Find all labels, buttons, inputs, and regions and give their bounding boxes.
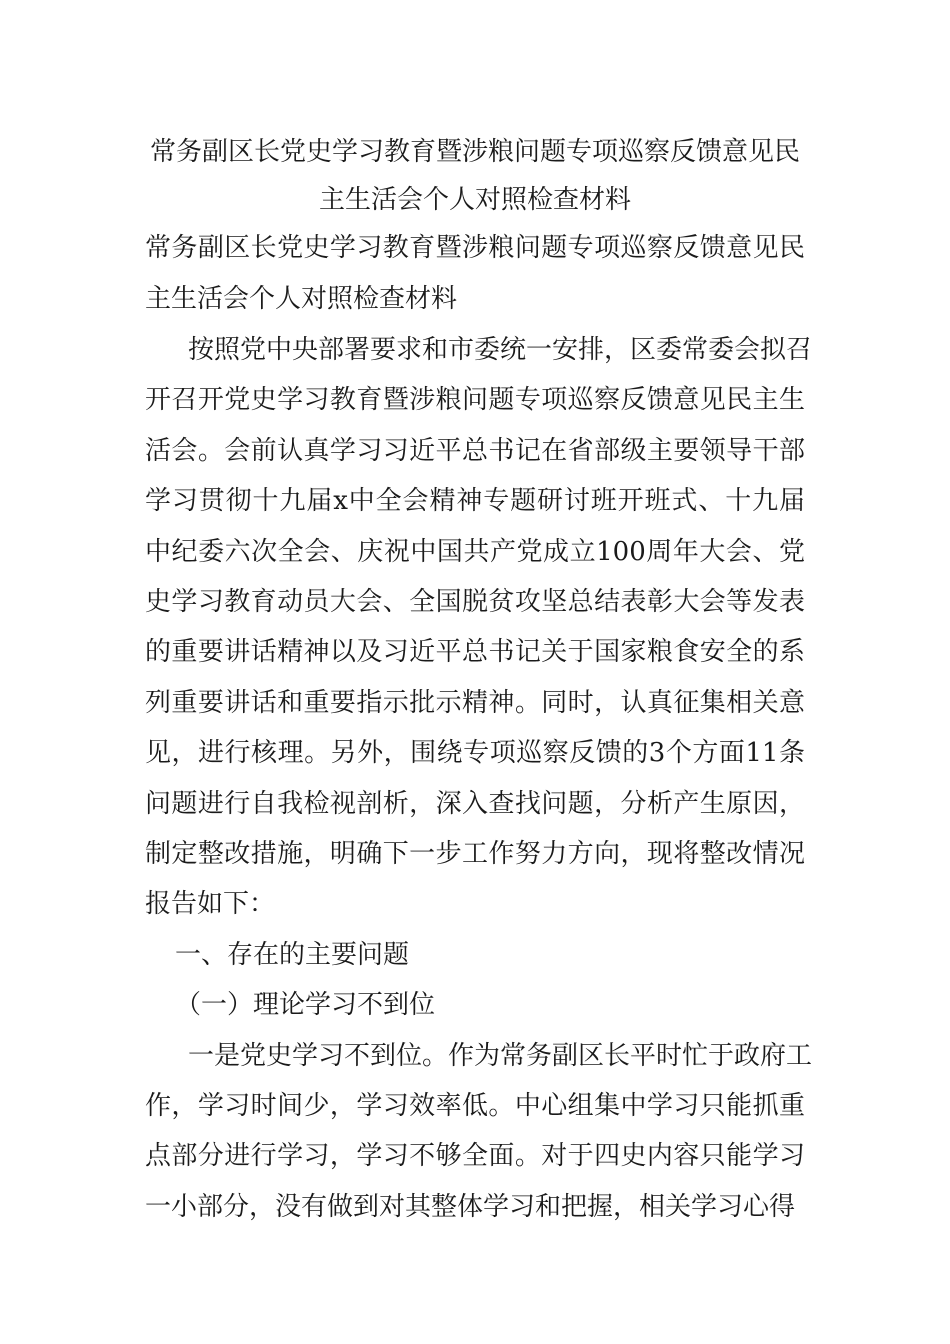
text-line: 史学习教育动员大会、全国脱贫攻坚总结表彰大会等发表 xyxy=(145,587,805,617)
text-line: 一小部分，没有做到对其整体学习和把握，相关学习心得 xyxy=(145,1191,796,1222)
text-line: （一）理论学习不到位 xyxy=(175,990,436,1021)
text-line: 学习贯彻十九届x中全会精神专题研讨班开班式、十九届 xyxy=(145,486,805,517)
text-line: 列重要讲话和重要指示批示精神。同时，认真征集相关意 xyxy=(145,687,805,718)
text-line: 一、存在的主要问题 xyxy=(175,939,410,970)
text-line: 开召开党史学习教育暨涉粮问题专项巡察反馈意见民主生 xyxy=(145,385,805,416)
text-line: 制定整改措施，明确下一步工作努力方向，现将整改情况 xyxy=(145,839,805,869)
text-line: 报告如下： xyxy=(145,889,276,920)
text-line: 常务副区长党史学习教育暨涉粮问题专项巡察反馈意见民 xyxy=(149,137,800,167)
text-line: 主生活会个人对照检查材料 xyxy=(318,185,631,215)
text-line: 中纪委六次全会、庆祝中国共产党成立100周年大会、党 xyxy=(145,536,805,567)
text-line: 活会。会前认真学习习近平总书记在省部级主要领导干部 xyxy=(145,435,805,466)
text-line: 作，学习时间少，学习效率低。中心组集中学习只能抓重 xyxy=(145,1091,805,1121)
text-line: 主生活会个人对照检查材料 xyxy=(145,284,458,314)
text-line: 问题进行自我检视剖析，深入查找问题，分析产生原因， xyxy=(145,788,805,819)
text-line: 一是党史学习不到位。作为常务副区长平时忙于政府工 xyxy=(188,1040,813,1071)
text-line: 按照党中央部署要求和市委统一安排，区委常委会拟召 xyxy=(188,335,813,365)
text-line: 点部分进行学习，学习不够全面。对于四史内容只能学习 xyxy=(145,1141,805,1172)
text-line: 的重要讲话精神以及习近平总书记关于国家粮食安全的系 xyxy=(145,637,805,668)
text-line: 常务副区长党史学习教育暨涉粮问题专项巡察反馈意见民 xyxy=(145,233,805,263)
text-line: 见，进行核理。另外，围绕专项巡察反馈的3个方面11条 xyxy=(145,738,805,769)
